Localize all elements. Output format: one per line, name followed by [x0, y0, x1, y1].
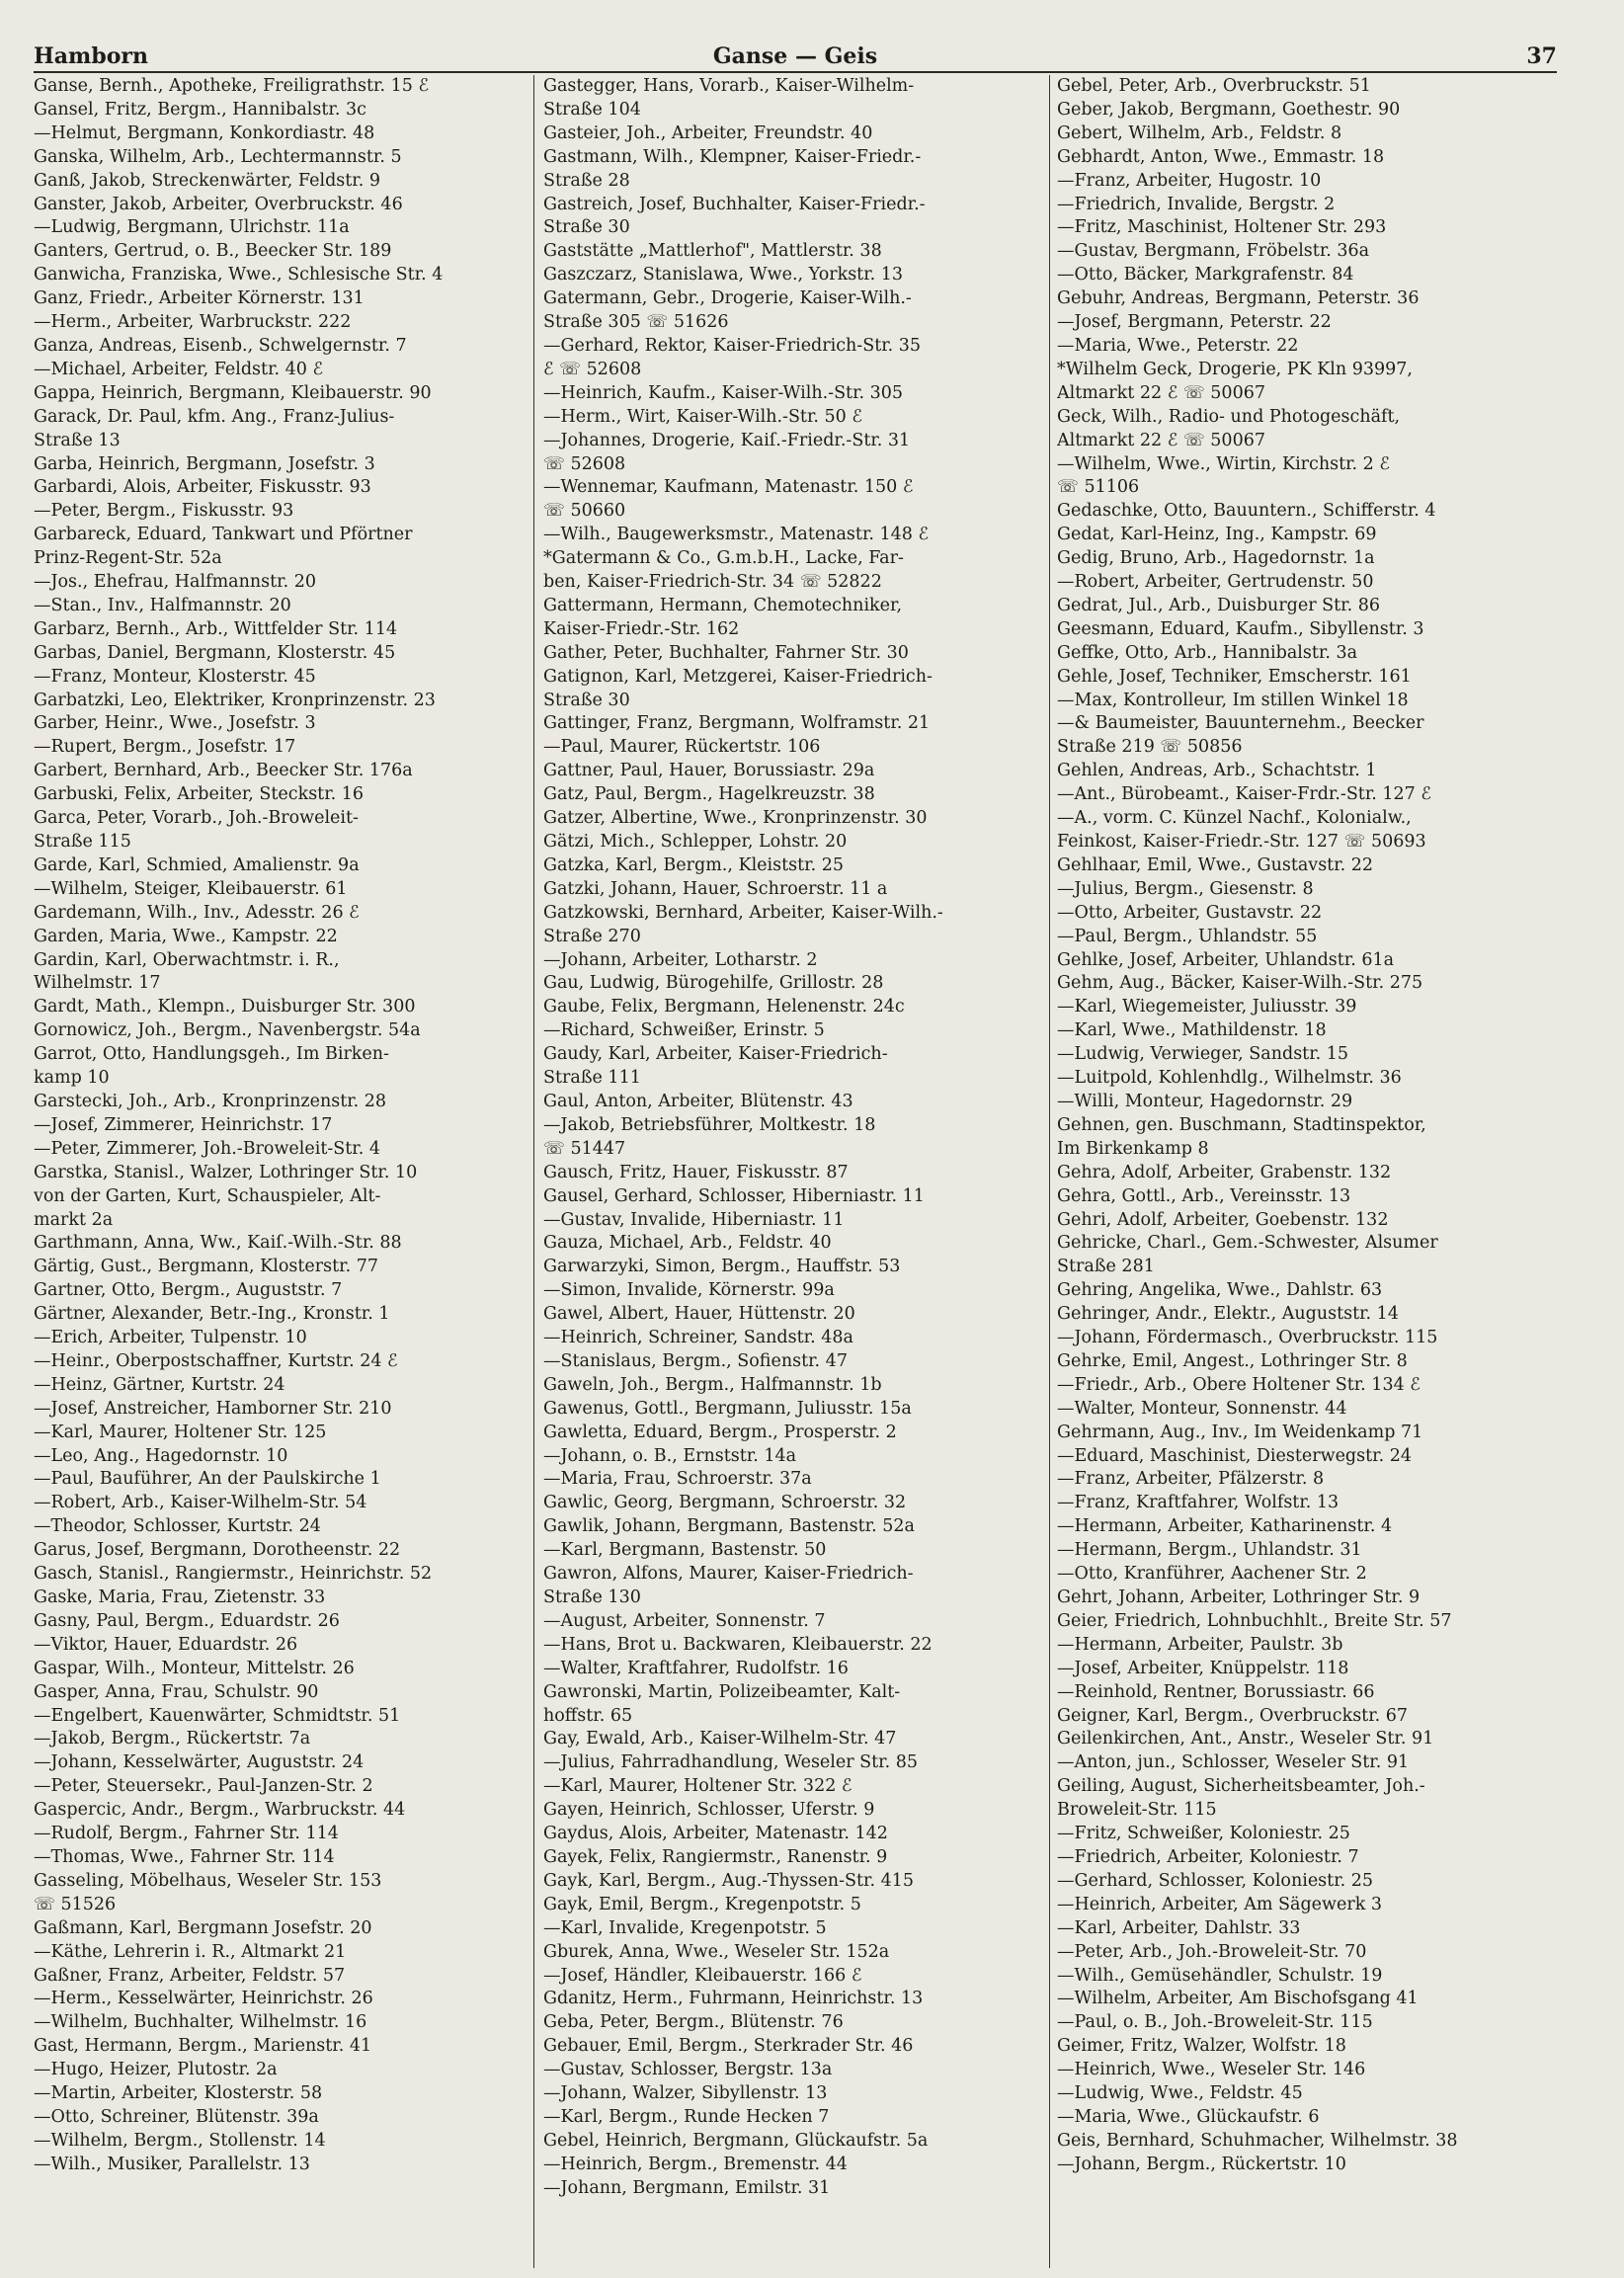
directory-entry: —Hermann, Arbeiter, Katharinenstr. 4 — [1057, 1516, 1393, 1537]
directory-entry: —Fritz, Schweißer, Koloniestr. 25 — [1057, 1824, 1350, 1844]
directory-entry: —Ludwig, Bergmann, Ulrichstr. 11a — [34, 217, 350, 238]
directory-entry: —Jos., Ehefrau, Halfmannstr. 20 — [34, 572, 316, 593]
directory-entry: Gedaschke, Otto, Bauuntern., Schifferstr. 4 — [1057, 501, 1436, 522]
directory-entry: Ganza, Andreas, Eisenb., Schwelgernstr. 7 — [34, 335, 407, 356]
directory-entry: —Franz, Monteur, Klosterstr. 45 — [34, 666, 316, 687]
directory-entry: Gebel, Heinrich, Bergmann, Glückaufstr. 5a — [543, 2130, 929, 2151]
directory-entry: ☏ 51526 — [34, 1894, 117, 1914]
directory-entry: Straße 30 — [543, 690, 630, 710]
directory-entry: —Karl, Arbeiter, Dahlstr. 33 — [1057, 1917, 1301, 1938]
directory-entry: —Erich, Arbeiter, Tulpenstr. 10 — [34, 1328, 307, 1348]
directory-entry: Gausch, Fritz, Hauer, Fiskusstr. 87 — [543, 1162, 849, 1182]
directory-entry: Wilhelmstr. 17 — [34, 973, 161, 994]
directory-entry: —Wennemar, Kaufmann, Matenastr. 150 ℰ — [543, 477, 914, 498]
directory-entry: —Paul, Maurer, Rückertstr. 106 — [543, 737, 821, 758]
directory-entry: Geesmann, Eduard, Kaufm., Sibyllenstr. 3 — [1057, 618, 1424, 639]
directory-entry: —Hermann, Arbeiter, Paulstr. 3b — [1057, 1634, 1343, 1655]
directory-entry: Straße 305 ☏ 51626 — [543, 312, 729, 333]
directory-entry: Garbareck, Eduard, Tankwart und Pförtner — [34, 525, 413, 545]
directory-entry: Gaßner, Franz, Arbeiter, Feldstr. 57 — [34, 1965, 346, 1986]
directory-entry: Gburek, Anna, Wwe., Weseler Str. 152a — [543, 1941, 890, 1962]
directory-entry: —Richard, Schweißer, Erinstr. 5 — [543, 1020, 825, 1041]
directory-entry: Garack, Dr. Paul, kfm. Ang., Franz-Julius- — [34, 406, 395, 427]
directory-entry: Gebhardt, Anton, Wwe., Emmastr. 18 — [1057, 146, 1385, 167]
directory-entry: Garber, Heinr., Wwe., Josefstr. 3 — [34, 713, 316, 734]
directory-entry: Gaststätte „Mattlerhof", Mattlerstr. 38 — [543, 241, 882, 262]
directory-entry: Gaweln, Joh., Bergm., Halfmannstr. 1b — [543, 1374, 882, 1395]
directory-entry: Kaiser-Friedr.-Str. 162 — [543, 618, 740, 639]
directory-entry: —Thomas, Wwe., Fahrner Str. 114 — [34, 1846, 335, 1867]
directory-entry: ☏ 51447 — [543, 1138, 626, 1159]
directory-entry: Gasper, Anna, Frau, Schulstr. 90 — [34, 1681, 319, 1702]
directory-entry: Straße 115 — [34, 832, 131, 852]
directory-entry: ☏ 50660 — [543, 501, 626, 522]
directory-entry: Garwarzyki, Simon, Bergm., Hauffstr. 53 — [543, 1257, 901, 1277]
directory-entry: —Robert, Arb., Kaiser-Wilhelm-Str. 54 — [34, 1493, 367, 1513]
directory-entry: —Max, Kontrolleur, Im stillen Winkel 18 — [1057, 690, 1409, 710]
directory-entry: Gehri, Adolf, Arbeiter, Goebenstr. 132 — [1057, 1209, 1389, 1230]
directory-entry: —Karl, Wiegemeister, Juliusstr. 39 — [1057, 997, 1357, 1017]
directory-entry: Garstecki, Joh., Arb., Kronprinzenstr. 28 — [34, 1091, 387, 1111]
directory-entry: Gansel, Fritz, Bergm., Hannibalstr. 3c — [34, 99, 366, 120]
directory-entry: —Eduard, Maschinist, Diesterwegstr. 24 — [1057, 1445, 1412, 1466]
directory-entry: Altmarkt 22 ℰ ☏ 50067 — [1057, 382, 1265, 403]
directory-entry: Gaßmann, Karl, Bergmann Josefstr. 20 — [34, 1917, 372, 1938]
directory-entry: Gehring, Angelika, Wwe., Dahlstr. 63 — [1057, 1280, 1383, 1301]
directory-entry: —Gustav, Bergmann, Fröbelstr. 36a — [1057, 241, 1370, 262]
directory-entry: —Engelbert, Kauenwärter, Schmidtstr. 51 — [34, 1705, 401, 1726]
directory-entry: —Johann, Bergmann, Emilstr. 31 — [543, 2177, 831, 2198]
header-page-number: 37 — [1526, 43, 1557, 69]
directory-entry: —& Baumeister, Bauunternehm., Beecker — [1057, 713, 1424, 734]
directory-entry: —Herm., Arbeiter, Warbruckstr. 222 — [34, 312, 352, 333]
directory-entry: —Karl, Wwe., Mathildenstr. 18 — [1057, 1020, 1327, 1041]
directory-entry: —Julius, Bergm., Giesenstr. 8 — [1057, 878, 1314, 899]
directory-entry: Gebauer, Emil, Bergm., Sterkrader Str. 46 — [543, 2036, 914, 2057]
directory-entry: —Johann, Fördermasch., Overbruckstr. 115 — [1057, 1328, 1438, 1348]
directory-entry: Straße 219 ☏ 50856 — [1057, 737, 1243, 758]
directory-entry: *Wilhelm Geck, Drogerie, PK Kln 93997, — [1057, 359, 1413, 379]
directory-entry: —Otto, Arbeiter, Gustavstr. 22 — [1057, 902, 1323, 923]
directory-entry: —Franz, Arbeiter, Pfälzerstr. 8 — [1057, 1469, 1325, 1490]
directory-entry: —Rudolf, Bergm., Fahrner Str. 114 — [34, 1824, 339, 1844]
directory-entry: —Friedrich, Arbeiter, Koloniestr. 7 — [1057, 1846, 1359, 1867]
directory-column-2 — [543, 75, 1045, 2201]
directory-entry: Geimer, Fritz, Walzer, Wolfstr. 18 — [1057, 2036, 1346, 2057]
directory-entry: ben, Kaiser-Friedrich-Str. 34 ☏ 52822 — [543, 572, 882, 593]
directory-entry: —Gerhard, Schlosser, Koloniestr. 25 — [1057, 1870, 1374, 1891]
directory-entry: Gedrat, Jul., Arb., Duisburger Str. 86 — [1057, 595, 1381, 615]
directory-entry: —Walter, Kraftfahrer, Rudolfstr. 16 — [543, 1658, 849, 1678]
directory-entry: Garrot, Otto, Handlungsgeh., Im Birken- — [34, 1044, 389, 1065]
directory-entry: Gattner, Paul, Hauer, Borussiastr. 29a — [543, 761, 875, 781]
directory-entry: —Herm., Kesselwärter, Heinrichstr. 26 — [34, 1989, 373, 2009]
directory-entry: —Wilhelm, Arbeiter, Am Bischofsgang 41 — [1057, 1989, 1419, 2009]
directory-entry: —Wilhelm, Bergm., Stollenstr. 14 — [34, 2130, 326, 2151]
directory-entry: Gatz, Paul, Bergm., Hagelkreuzstr. 38 — [543, 784, 875, 805]
directory-entry: ☏ 52608 — [543, 453, 626, 474]
directory-entry: Geck, Wilh., Radio- und Photogeschäft, — [1057, 406, 1401, 427]
directory-entry: Gatzki, Johann, Hauer, Schroerstr. 11 a — [543, 878, 888, 899]
directory-entry: —Franz, Arbeiter, Hugostr. 10 — [1057, 170, 1322, 191]
directory-entry: Straße 30 — [543, 217, 630, 238]
directory-entry: Geiling, August, Sicherheitsbeamter, Joh.- — [1057, 1776, 1425, 1797]
directory-entry: —Stan., Inv., Halfmannstr. 20 — [34, 595, 291, 615]
directory-entry: —Wilh., Baugewerksmstr., Matenastr. 148 ℰ — [543, 525, 930, 545]
directory-entry: —Jakob, Betriebsführer, Moltkestr. 18 — [543, 1114, 876, 1135]
directory-entry: Gehlke, Josef, Arbeiter, Uhlandstr. 61a — [1057, 949, 1395, 970]
directory-entry: Geier, Friedrich, Lohnbuchhlt., Breite Str. 57 — [1057, 1610, 1452, 1631]
directory-entry: Gayen, Heinrich, Schlosser, Uferstr. 9 — [543, 1800, 875, 1821]
directory-entry: Gastreich, Josef, Buchhalter, Kaiser-Friedr.- — [543, 194, 926, 214]
directory-entry: —Heinr., Oberpostschaffner, Kurtstr. 24 ℰ — [34, 1350, 398, 1371]
directory-entry: Gehra, Gottl., Arb., Vereinsstr. 13 — [1057, 1185, 1351, 1206]
directory-entry: —Willi, Monteur, Hagedornstr. 29 — [1057, 1091, 1353, 1111]
directory-entry: —Ludwig, Wwe., Feldstr. 45 — [1057, 2083, 1303, 2104]
directory-entry: Gauza, Michael, Arb., Feldstr. 40 — [543, 1233, 832, 1254]
directory-entry: —Wilhelm, Wwe., Wirtin, Kirchstr. 2 ℰ — [1057, 453, 1390, 474]
directory-entry: —Paul, Bauführer, An der Paulskirche 1 — [34, 1469, 381, 1490]
directory-entry: Gehm, Aug., Bäcker, Kaiser-Wilh.-Str. 275 — [1057, 973, 1423, 994]
directory-entry: Gehrt, Johann, Arbeiter, Lothringer Str. 9 — [1057, 1587, 1421, 1607]
directory-entry: Gehrmann, Aug., Inv., Im Weidenkamp 71 — [1057, 1422, 1423, 1442]
directory-entry: Straße 130 — [543, 1587, 641, 1607]
directory-entry: Gasseling, Möbelhaus, Weseler Str. 153 — [34, 1870, 382, 1891]
directory-entry: —Heinrich, Wwe., Weseler Str. 146 — [1057, 2060, 1366, 2080]
directory-entry: —Martin, Arbeiter, Klosterstr. 58 — [34, 2083, 323, 2104]
directory-entry: Garus, Josef, Bergmann, Dorotheenstr. 22 — [34, 1540, 401, 1561]
directory-entry: Gärtner, Alexander, Betr.-Ing., Kronstr. 1 — [34, 1304, 390, 1325]
directory-entry: Gehrke, Emil, Angest., Lothringer Str. 8 — [1057, 1350, 1408, 1371]
column-divider — [533, 75, 534, 2268]
directory-entry: —Josef, Händler, Kleibauerstr. 166 ℰ — [543, 1965, 862, 1986]
directory-entry: Garba, Heinrich, Bergmann, Josefstr. 3 — [34, 453, 375, 474]
directory-entry: Geilenkirchen, Ant., Anstr., Weseler Str. 91 — [1057, 1729, 1434, 1749]
column-divider — [1049, 75, 1050, 2268]
directory-entry: Garbarz, Bernh., Arb., Wittfelder Str. 114 — [34, 618, 398, 639]
directory-entry: Ganz, Friedr., Arbeiter Körnerstr. 131 — [34, 288, 365, 309]
directory-entry: Geber, Jakob, Bergmann, Goethestr. 90 — [1057, 99, 1401, 120]
directory-entry: —August, Arbeiter, Sonnenstr. 7 — [543, 1610, 826, 1631]
directory-entry: Gather, Peter, Buchhalter, Fahrner Str. 30 — [543, 642, 909, 663]
directory-entry: —Käthe, Lehrerin i. R., Altmarkt 21 — [34, 1941, 347, 1962]
directory-entry: —Karl, Maurer, Holtener Str. 125 — [34, 1422, 327, 1442]
directory-entry: Gätzi, Mich., Schlepper, Lohstr. 20 — [543, 832, 848, 852]
directory-entry: Gaydus, Alois, Arbeiter, Matenastr. 142 — [543, 1824, 888, 1844]
directory-entry: Ganwicha, Franziska, Wwe., Schlesische Str. 4 — [34, 265, 444, 285]
directory-entry: Gasteier, Joh., Arbeiter, Freundstr. 40 — [543, 122, 873, 143]
directory-entry: —Johannes, Drogerie, Kaiſ.-Friedr.-Str. 31 — [543, 430, 911, 450]
directory-entry: Gatzkowski, Bernhard, Arbeiter, Kaiser-Wilh.- — [543, 902, 943, 923]
directory-entry: Ganters, Gertrud, o. B., Beecker Str. 189 — [34, 241, 392, 262]
directory-entry: Gornowicz, Joh., Bergm., Navenbergstr. 54a — [34, 1020, 421, 1041]
directory-entry: Gayek, Felix, Rangiermstr., Ranenstr. 9 — [543, 1846, 888, 1867]
directory-entry: Gawronski, Martin, Polizeibeamter, Kalt- — [543, 1681, 901, 1702]
directory-entry: —Johann, Walzer, Sibyllenstr. 13 — [543, 2083, 828, 2104]
directory-entry: Gay, Ewald, Arb., Kaiser-Wilhelm-Str. 47 — [543, 1729, 897, 1749]
directory-entry: —Michael, Arbeiter, Feldstr. 40 ℰ — [34, 359, 324, 379]
directory-entry: —Maria, Frau, Schroerstr. 37a — [543, 1469, 812, 1490]
directory-entry: —Leo, Ang., Hagedornstr. 10 — [34, 1445, 288, 1466]
directory-entry: Straße 104 — [543, 99, 641, 120]
directory-entry: —Heinrich, Bergm., Bremenstr. 44 — [543, 2154, 848, 2174]
directory-entry: —Paul, o. B., Joh.-Broweleit-Str. 115 — [1057, 2012, 1373, 2033]
directory-entry: —Rupert, Bergm., Josefstr. 17 — [34, 737, 296, 758]
directory-entry: Garstka, Stanisl., Walzer, Lothringer Str. 10 — [34, 1162, 418, 1182]
directory-entry: Geis, Bernhard, Schuhmacher, Wilhelmstr. 38 — [1057, 2130, 1458, 2151]
directory-entry: —Stanislaus, Bergm., Sofienstr. 47 — [543, 1350, 848, 1371]
directory-entry: hoffstr. 65 — [543, 1705, 633, 1726]
directory-entry: —Josef, Bergmann, Peterstr. 22 — [1057, 312, 1332, 333]
directory-entry: —Wilhelm, Steiger, Kleibauerstr. 61 — [34, 878, 348, 899]
directory-entry: Gaspar, Wilh., Monteur, Mittelstr. 26 — [34, 1658, 355, 1678]
directory-entry: —Peter, Bergm., Fiskusstr. 93 — [34, 501, 294, 522]
directory-entry: Gatzka, Karl, Bergm., Kleiststr. 25 — [543, 854, 844, 875]
directory-entry: —Gerhard, Rektor, Kaiser-Friedrich-Str. 35 — [543, 335, 922, 356]
directory-entry: Gastegger, Hans, Vorarb., Kaiser-Wilhelm- — [543, 76, 915, 96]
directory-entry: Gaszczarz, Stanislawa, Wwe., Yorkstr. 13 — [543, 265, 904, 285]
directory-entry: Im Birkenkamp 8 — [1057, 1138, 1209, 1159]
directory-entry: Garbas, Daniel, Bergmann, Klosterstr. 45 — [34, 642, 396, 663]
directory-entry: —Johann, Arbeiter, Lotharstr. 2 — [543, 949, 818, 970]
directory-entry: Gast, Hermann, Bergm., Marienstr. 41 — [34, 2036, 372, 2057]
directory-entry: Gedat, Karl-Heinz, Ing., Kampstr. 69 — [1057, 525, 1377, 545]
directory-entry: Gaul, Anton, Arbeiter, Blütenstr. 43 — [543, 1091, 853, 1111]
directory-entry: —Robert, Arbeiter, Gertrudenstr. 50 — [1057, 572, 1374, 593]
directory-entry: *Gatermann & Co., G.m.b.H., Lacke, Far- — [543, 548, 904, 569]
directory-entry: Garden, Maria, Wwe., Kampstr. 22 — [34, 926, 338, 946]
directory-entry: —Paul, Bergm., Uhlandstr. 55 — [1057, 926, 1318, 946]
directory-entry: —Otto, Schreiner, Blütenstr. 39a — [34, 2106, 319, 2127]
directory-entry: —Johann, o. B., Ernststr. 14a — [543, 1445, 797, 1466]
directory-entry: Gawletta, Eduard, Bergm., Prosperstr. 2 — [543, 1422, 897, 1442]
directory-entry: Garbert, Bernhard, Arb., Beecker Str. 176a — [34, 761, 413, 781]
directory-entry: Gaspercic, Andr., Bergm., Warbruckstr. 44 — [34, 1800, 406, 1821]
directory-entry: —Hugo, Heizer, Plutostr. 2a — [34, 2060, 278, 2080]
directory-entry: Gaske, Maria, Frau, Zietenstr. 33 — [34, 1587, 326, 1607]
directory-entry: —Franz, Kraftfahrer, Wolfstr. 13 — [1057, 1493, 1340, 1513]
directory-entry: —Helmut, Bergmann, Konkordiastr. 48 — [34, 122, 375, 143]
directory-entry: Gawenus, Gottl., Bergmann, Juliusstr. 15a — [543, 1398, 912, 1419]
directory-entry: —Peter, Steuersekr., Paul-Janzen-Str. 2 — [34, 1776, 373, 1797]
directory-entry: —Luitpold, Kohlenhdlg., Wilhelmstr. 36 — [1057, 1068, 1402, 1089]
directory-entry: Gasny, Paul, Bergm., Eduardstr. 26 — [34, 1610, 340, 1631]
directory-column-1 — [34, 75, 524, 2177]
directory-entry: Gayk, Karl, Bergm., Aug.-Thyssen-Str. 415 — [543, 1870, 914, 1891]
directory-entry: Gawlic, Georg, Bergmann, Schroerstr. 32 — [543, 1493, 907, 1513]
directory-entry: Straße 13 — [34, 430, 121, 450]
directory-entry: —Maria, Wwe., Peterstr. 22 — [1057, 335, 1299, 356]
directory-entry: Gatignon, Karl, Metzgerei, Kaiser-Friedrich- — [543, 666, 933, 687]
directory-entry: —Johann, Kesselwärter, Auguststr. 24 — [34, 1752, 365, 1773]
directory-entry: —Karl, Invalide, Kregenpotstr. 5 — [543, 1917, 827, 1938]
directory-entry: Gardemann, Wilh., Inv., Adesstr. 26 ℰ — [34, 902, 360, 923]
directory-entry: Geba, Peter, Bergm., Blütenstr. 76 — [543, 2012, 844, 2033]
directory-entry: —Simon, Invalide, Körnerstr. 99a — [543, 1280, 835, 1301]
directory-entry: Ganse, Bernh., Apotheke, Freiligrathstr. 15 ℰ — [34, 76, 430, 96]
directory-entry: —Heinrich, Arbeiter, Am Sägewerk 3 — [1057, 1894, 1383, 1914]
directory-entry: —Karl, Bergmann, Bastenstr. 50 — [543, 1540, 827, 1561]
directory-entry: —Wilhelm, Buchhalter, Wilhelmstr. 16 — [34, 2012, 367, 2033]
directory-entry: Gau, Ludwig, Bürogehilfe, Grillostr. 28 — [543, 973, 884, 994]
directory-entry: Gdanitz, Herm., Fuhrmann, Heinrichstr. 13 — [543, 1989, 924, 2009]
directory-entry: —Josef, Zimmerer, Heinrichstr. 17 — [34, 1114, 333, 1135]
directory-entry: ☏ 51106 — [1057, 477, 1140, 498]
directory-entry: Gatermann, Gebr., Drogerie, Kaiser-Wilh.- — [543, 288, 912, 309]
directory-entry: Gawron, Alfons, Maurer, Kaiser-Friedrich- — [543, 1564, 914, 1585]
directory-entry: Gehlhaar, Emil, Wwe., Gustavstr. 22 — [1057, 854, 1374, 875]
directory-entry: —Gustav, Schlosser, Bergstr. 13a — [543, 2060, 833, 2080]
directory-entry: Gaube, Felix, Bergmann, Helenenstr. 24c — [543, 997, 905, 1017]
directory-entry: von der Garten, Kurt, Schauspieler, Alt- — [34, 1185, 381, 1206]
directory-entry: Gebuhr, Andreas, Bergmann, Peterstr. 36 — [1057, 288, 1420, 309]
directory-entry: Ganß, Jakob, Streckenwärter, Feldstr. 9 — [34, 170, 380, 191]
directory-entry: Gayk, Emil, Bergm., Kregenpotstr. 5 — [543, 1894, 861, 1914]
directory-entry: —Gustav, Invalide, Hiberniastr. 11 — [543, 1209, 845, 1230]
directory-entry: Geffke, Otto, Arb., Hannibalstr. 3a — [1057, 642, 1358, 663]
directory-entry: —Anton, jun., Schlosser, Weseler Str. 91 — [1057, 1752, 1410, 1773]
directory-entry: —Friedrich, Invalide, Bergstr. 2 — [1057, 194, 1336, 214]
directory-entry: Gehricke, Charl., Gem.-Schwester, Alsumer — [1057, 1233, 1438, 1254]
directory-entry: Gawel, Albert, Hauer, Hüttenstr. 20 — [543, 1304, 855, 1325]
directory-entry: Gatzer, Albertine, Wwe., Kronprinzenstr. 30 — [543, 808, 928, 829]
directory-entry: —Julius, Fahrradhandlung, Weseler Str. 85 — [543, 1752, 919, 1773]
directory-entry: Altmarkt 22 ℰ ☏ 50067 — [1057, 430, 1265, 450]
directory-entry: Ganster, Jakob, Arbeiter, Overbruckstr. 46 — [34, 194, 403, 214]
page-header — [34, 40, 1557, 73]
directory-entry: —Jakob, Bergm., Rückertstr. 7a — [34, 1729, 311, 1749]
directory-entry: Gebel, Peter, Arb., Overbruckstr. 51 — [1057, 76, 1371, 96]
directory-entry: —Walter, Monteur, Sonnenstr. 44 — [1057, 1398, 1347, 1419]
directory-entry: —Heinrich, Kaufm., Kaiser-Wilh.-Str. 305 — [543, 382, 904, 403]
directory-entry: Garbatzki, Leo, Elektriker, Kronprinzenstr. 23 — [34, 690, 436, 710]
directory-entry: —Josef, Anstreicher, Hamborner Str. 210 — [34, 1398, 392, 1419]
directory-entry: Gartner, Otto, Bergm., Auguststr. 7 — [34, 1280, 343, 1301]
directory-entry: —Wilh., Gemüsehändler, Schulstr. 19 — [1057, 1965, 1383, 1986]
directory-entry: —Josef, Arbeiter, Knüppelstr. 118 — [1057, 1658, 1349, 1678]
directory-entry: —Maria, Wwe., Glückaufstr. 6 — [1057, 2106, 1320, 2127]
directory-entry: Gebert, Wilhelm, Arb., Feldstr. 8 — [1057, 122, 1342, 143]
directory-entry: —Friedr., Arb., Obere Holtener Str. 134 ℰ — [1057, 1374, 1421, 1395]
directory-column-3 — [1057, 75, 1557, 2177]
directory-entry: Gardt, Math., Klempn., Duisburger Str. 300 — [34, 997, 416, 1017]
directory-entry: Gardin, Karl, Oberwachtmstr. i. R., — [34, 949, 340, 970]
directory-entry: Gastmann, Wilh., Klempner, Kaiser-Friedr.- — [543, 146, 922, 167]
header-rule — [34, 71, 1557, 73]
directory-entry: Gappa, Heinrich, Bergmann, Kleibauerstr. 90 — [34, 382, 432, 403]
directory-entry: —Otto, Bäcker, Markgrafenstr. 84 — [1057, 265, 1354, 285]
directory-entry: —Ludwig, Verwieger, Sandstr. 15 — [1057, 1044, 1349, 1065]
directory-entry: —Peter, Arb., Joh.-Broweleit-Str. 70 — [1057, 1941, 1367, 1962]
directory-entry: Gawlik, Johann, Bergmann, Bastenstr. 52a — [543, 1516, 915, 1537]
directory-entry: —Theodor, Schlosser, Kurtstr. 24 — [34, 1516, 321, 1537]
directory-entry: —Karl, Maurer, Holtener Str. 322 ℰ — [543, 1776, 853, 1797]
directory-entry: —Reinhold, Rentner, Borussiastr. 66 — [1057, 1681, 1375, 1702]
directory-entry: Prinz-Regent-Str. 52a — [34, 548, 222, 569]
directory-entry: Straße 270 — [543, 926, 641, 946]
directory-entry: —Ant., Bürobeamt., Kaiser-Frdr.-Str. 127 ℰ — [1057, 784, 1431, 805]
directory-entry: —A., vorm. C. Künzel Nachf., Kolonialw., — [1057, 808, 1412, 829]
directory-entry: —Wilh., Musiker, Parallelstr. 13 — [34, 2154, 310, 2174]
directory-entry: —Herm., Wirt, Kaiser-Wilh.-Str. 50 ℰ — [543, 406, 862, 427]
directory-entry: —Fritz, Maschinist, Holtener Str. 293 — [1057, 217, 1387, 238]
directory-entry: Garbardi, Alois, Arbeiter, Fiskusstr. 93 — [34, 477, 371, 498]
directory-entry: Straße 281 — [1057, 1257, 1155, 1277]
directory-entry: —Otto, Kranführer, Aachener Str. 2 — [1057, 1564, 1367, 1585]
directory-entry: Gehnen, gen. Buschmann, Stadtinspektor, — [1057, 1114, 1426, 1135]
directory-entry: —Karl, Bergm., Runde Hecken 7 — [543, 2106, 830, 2127]
directory-entry: Gattinger, Franz, Bergmann, Wolframstr. 21 — [543, 713, 931, 734]
directory-entry: Straße 28 — [543, 170, 630, 191]
header-town: Hamborn — [34, 43, 148, 69]
directory-entry: Straße 111 — [543, 1068, 641, 1089]
directory-entry: Gehlen, Andreas, Arb., Schachtstr. 1 — [1057, 761, 1377, 781]
directory-entry: Gehringer, Andr., Elektr., Auguststr. 14 — [1057, 1304, 1399, 1325]
directory-entry: —Heinrich, Schreiner, Sandstr. 48a — [543, 1328, 853, 1348]
directory-entry: Gasch, Stanisl., Rangiermstr., Heinrichstr. 52 — [34, 1564, 433, 1585]
directory-entry: Garca, Peter, Vorarb., Joh.-Broweleit- — [34, 808, 359, 829]
directory-entry: Broweleit-Str. 115 — [1057, 1800, 1217, 1821]
directory-entry: Garde, Karl, Schmied, Amalienstr. 9a — [34, 854, 360, 875]
directory-entry: Gaudy, Karl, Arbeiter, Kaiser-Friedrich- — [543, 1044, 888, 1065]
header-name-range: Ganse — Geis — [712, 43, 878, 69]
directory-entry: Garbuski, Felix, Arbeiter, Steckstr. 16 — [34, 784, 365, 805]
directory-entry: Gehle, Josef, Techniker, Emscherstr. 161 — [1057, 666, 1412, 687]
directory-entry: —Hans, Brot u. Backwaren, Kleibauerstr. 22 — [543, 1634, 933, 1655]
directory-entry: Feinkost, Kaiser-Friedr.-Str. 127 ☏ 50693 — [1057, 832, 1426, 852]
directory-entry: —Viktor, Hauer, Eduardstr. 26 — [34, 1634, 298, 1655]
directory-entry: —Hermann, Bergm., Uhlandstr. 31 — [1057, 1540, 1362, 1561]
directory-entry: Geigner, Karl, Bergm., Overbruckstr. 67 — [1057, 1705, 1409, 1726]
directory-entry: Garthmann, Anna, Ww., Kaiſ.-Wilh.-Str. 88 — [34, 1233, 402, 1254]
directory-entry: markt 2a — [34, 1209, 114, 1230]
directory-entry: Gärtig, Gust., Bergmann, Klosterstr. 77 — [34, 1257, 378, 1277]
directory-entry: —Peter, Zimmerer, Joh.-Broweleit-Str. 4 — [34, 1138, 381, 1159]
directory-entry: Gedig, Bruno, Arb., Hagedornstr. 1a — [1057, 548, 1375, 569]
directory-entry: kamp 10 — [34, 1068, 110, 1089]
directory-entry: Gattermann, Hermann, Chemotechniker, — [543, 595, 903, 615]
directory-entry: Gausel, Gerhard, Schlosser, Hiberniastr. 11 — [543, 1185, 925, 1206]
directory-entry: ℰ ☏ 52608 — [543, 359, 642, 379]
directory-entry: —Heinz, Gärtner, Kurtstr. 24 — [34, 1374, 285, 1395]
directory-entry: —Johann, Bergm., Rückertstr. 10 — [1057, 2154, 1346, 2174]
directory-entry: Gehra, Adolf, Arbeiter, Grabenstr. 132 — [1057, 1162, 1392, 1182]
directory-entry: Ganska, Wilhelm, Arb., Lechtermannstr. 5 — [34, 146, 402, 167]
